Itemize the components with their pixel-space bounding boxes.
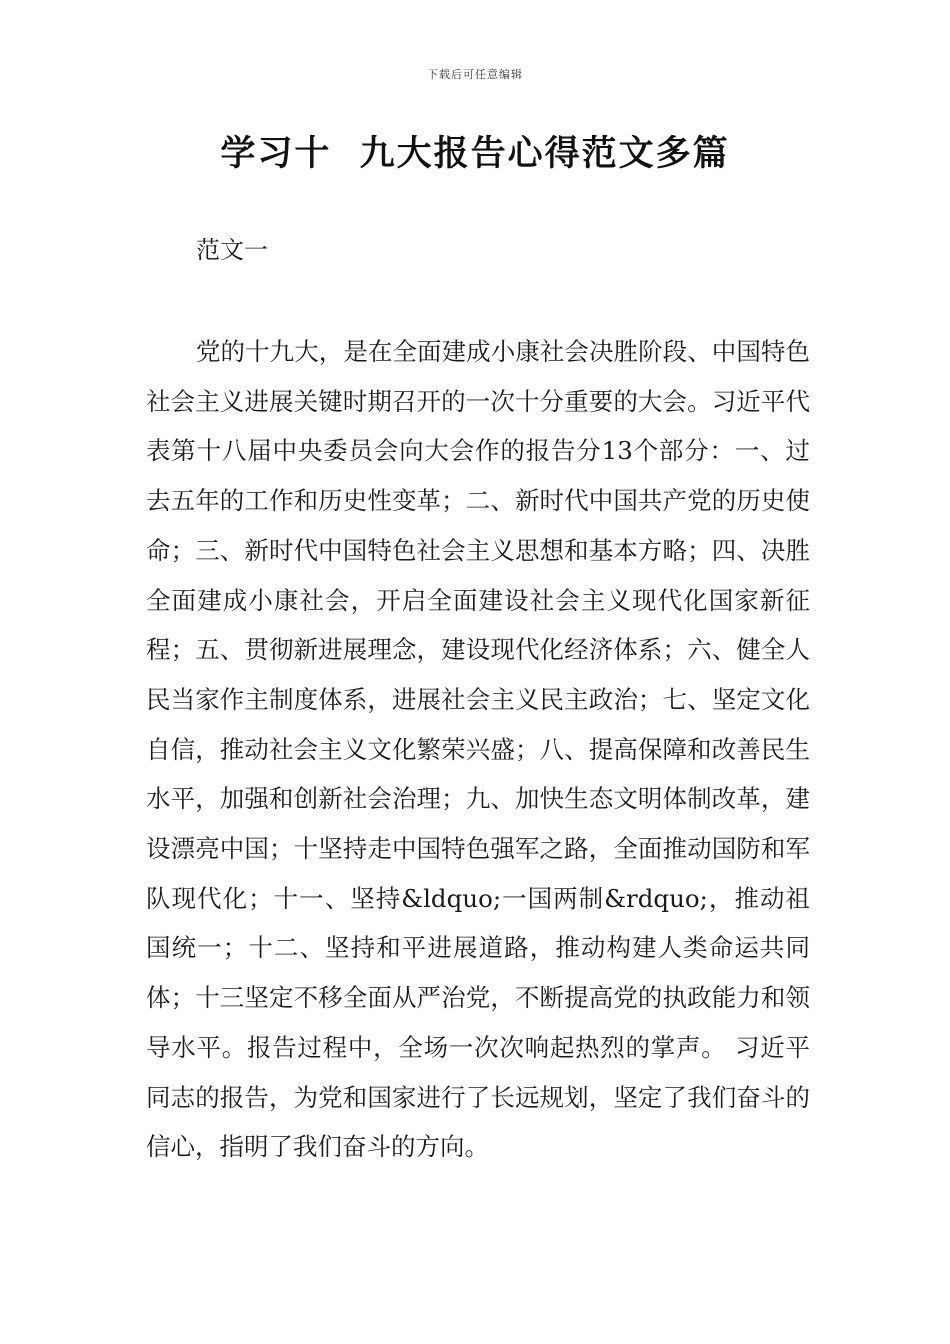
document-title: 学习十 九大报告心得范文多篇	[220, 134, 730, 174]
section-heading: 范文一	[196, 236, 268, 264]
header-note: 下载后可任意编辑	[427, 68, 523, 81]
body-paragraph: 党的十九大，是在全面建成小康社会决胜阶段、中国特色社会主义进展关键时期召开的一次十分重要的大会。习近平代表第十八届中央委员会向大会作的报告分13个部分：一、过去五年的工作和历史性变革；二、新时代中国共产党的历史使命；三、新时代中国特色社会主义思想和基本方略；四、决胜全面建成小康社会，开启全面建设社会主义现代化国家新征程；五、贯彻新进展理念，建设现代化经济体系；六、健全人民当家作主制度体系，进展社会主义民主政治；七、坚定文化自信，推动社会主义文化繁荣兴盛；八、提高保障和改善民生水平，加强和创新社会治理；九、加快生态文明体制改革，建设漂亮中国；十坚持走中国特色强军之路，全面推动国防和军队现代化；十一、坚持&ldquo;一国两制&rdquo;，推动祖国统一；十二、坚持和平进展道路，推动构建人类命运共同体；十三坚定不移全面从严治党，不断提高党的执政能力和领导水平。报告过程中，全场一次次响起热烈的掌声。 习近平同志的报告，为党和国家进行了长远规划，坚定了我们奋斗的信心，指明了我们奋斗的方向。	[146, 337, 810, 1162]
